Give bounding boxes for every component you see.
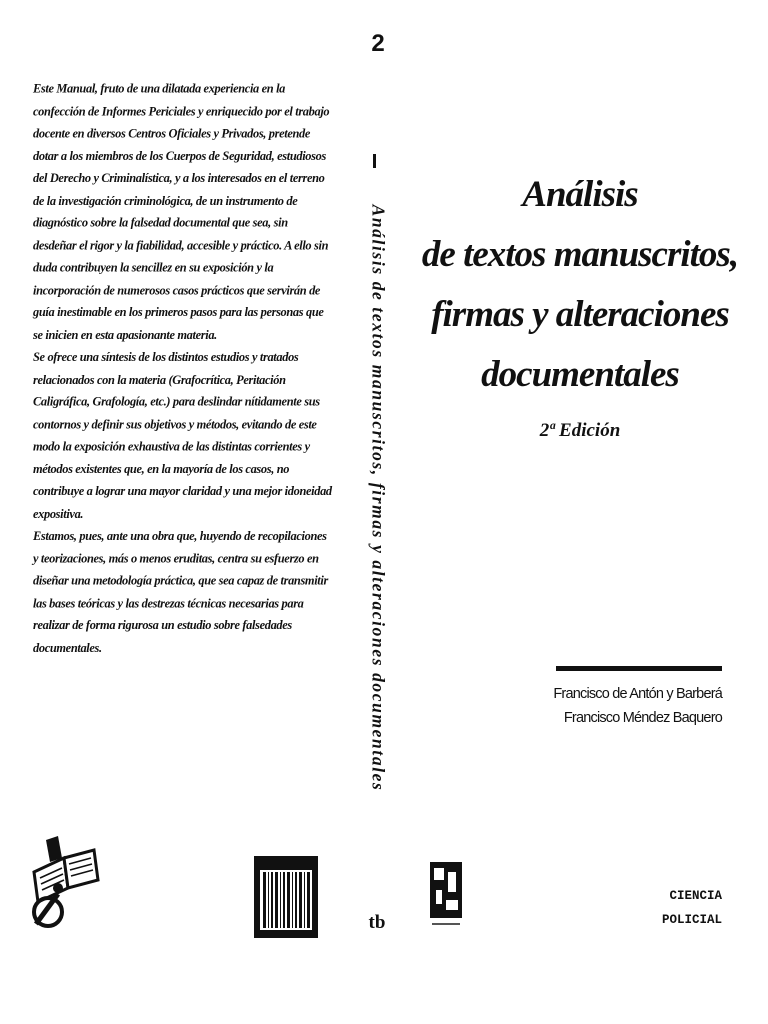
author-divider xyxy=(556,666,722,671)
blurb-paragraph: Estamos, pues, ante una obra que, huyendo de recopilaciones y teorizaciones, más o menos eruditas, centra su esfuerzo en diseñar una metodología práctica, que sea capaz de transmitir las bases teóricas y las destrezas técnicas necesarias para realizar de forma rigurosa un estudio sobre falsedades documentales. xyxy=(33,528,328,655)
publisher-logo-icon xyxy=(430,862,462,924)
spine-title: Análisis de textos manuscritos, firmas y alteraciones documentales xyxy=(368,204,389,792)
author-name: Francisco de Antón y Barberá xyxy=(553,686,722,702)
blurb-paragraph: Este Manual, fruto de una dilatada experiencia en la confección de Informes Periciales y enriquecido por el trabajo docente en diversos Centros Oficiales y Privados, pretende dotar a los miembros de los Cuerpos de Seguridad, estudiosos del Derecho y Criminalística, y a los interesados en el terreno de la investigación criminológica, de un instrumento de diagnóstico sobre la falsedad documental que sea, sin desdeñar el rigor y la fiabilidad, accesible y práctico. A ello sin duda contribuyen la sencillez en su exposición y la incorporación de numerosos casos prácticos que servirán de guía inestimable en los primeros pasos para las personas que se inicien en esta apasionante materia. xyxy=(33,81,330,342)
authors xyxy=(520,682,722,730)
title-line: documentales xyxy=(481,354,679,395)
author-name: Francisco Méndez Baquero xyxy=(563,710,722,726)
spine-publisher-mark: tb xyxy=(368,912,386,933)
book-title xyxy=(410,165,750,405)
publisher-caption-mark xyxy=(430,922,462,926)
spine-volume-number: 2 xyxy=(371,30,385,57)
series-line: CIENCIA xyxy=(669,889,722,903)
blurb-paragraph: Se ofrece una síntesis de los distintos estudios y tratados relacionados con la materia (Grafocrítica, Peritación Caligráfica, Grafología, etc.) para deslindar nítidamente sus contornos y definir sus objetivos y métodos, evitando de este modo la exposición exhaustiva de las distintas corrientes y métodos existentes que, en la mayoría de los casos, no contribuye a lograr una mayor claridad y una mejor idoneidad expositiva. xyxy=(33,349,332,521)
title-line: de textos manuscritos, xyxy=(421,234,739,275)
open-book-icon xyxy=(28,828,102,938)
series-label xyxy=(660,884,722,932)
barcode xyxy=(254,856,318,938)
title-line: firmas y alteraciones xyxy=(431,294,729,335)
series-line: POLICIAL xyxy=(661,913,722,927)
title-line: Análisis xyxy=(522,174,638,215)
edition-label: 2ª Edición xyxy=(539,420,621,441)
back-cover-blurb xyxy=(33,78,333,659)
